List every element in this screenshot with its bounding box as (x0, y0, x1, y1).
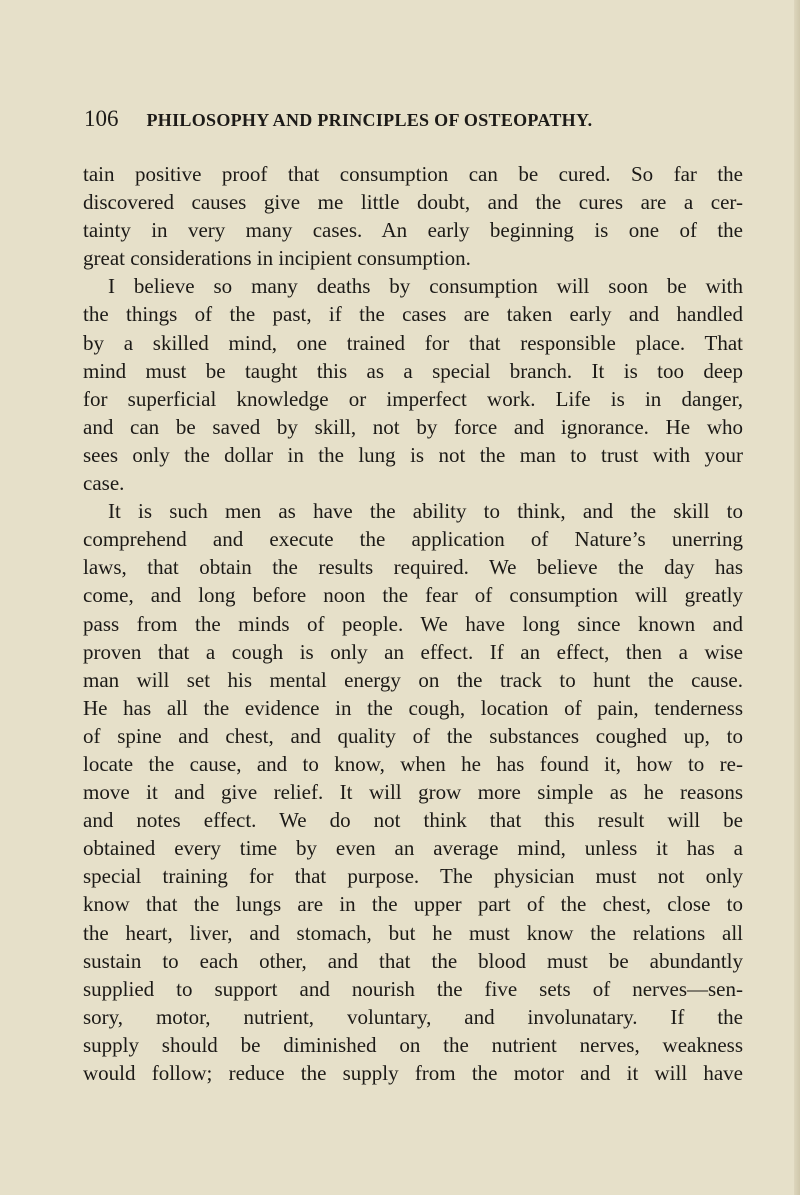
text-line: He has all the evidence in the cough, location of pain, tenderness (83, 695, 743, 720)
text-line: obtained every time by even an average mind, unless it has a (83, 836, 743, 861)
text-line: mind must be taught this as a special branch. It is too deep (83, 358, 743, 383)
text-line: special training for that purpose. The physician must not only (83, 864, 743, 889)
text-line: It is such men as have the ability to think, and the skill to (108, 499, 743, 524)
text-line: and can be saved by skill, not by force and ignorance. He who (83, 414, 743, 439)
text-line: sees only the dollar in the lung is not the man to trust with your (83, 442, 743, 467)
text-line: the heart, liver, and stomach, but he must know the relations all (83, 920, 743, 945)
text-line: supply should be diminished on the nutrient nerves, weakness (83, 1032, 743, 1057)
text-line: and notes effect. We do not think that this result will be (83, 808, 743, 833)
text-line: proven that a cough is only an effect. If an effect, then a wise (83, 639, 743, 664)
text-line: sustain to each other, and that the blood must be abundantly (83, 948, 743, 973)
text-line: tain positive proof that consumption can be cured. So far the (83, 162, 743, 186)
text-line: man will set his mental energy on the track to hunt the cause. (83, 667, 743, 692)
text-line: by a skilled mind, one trained for that responsible place. That (83, 330, 743, 355)
text-line: great considerations in incipient consumption. (83, 246, 471, 271)
text-line: laws, that obtain the results required. We believe the day has (83, 555, 743, 580)
page-edge (794, 0, 800, 1195)
text-line: tainty in very many cases. An early beginning is one of the (83, 218, 743, 243)
text-line: locate the cause, and to know, when he has found it, how to re- (83, 751, 743, 776)
text-line: comprehend and execute the application of Nature’s unerring (83, 527, 743, 552)
text-line: for superficial knowledge or imperfect work. Life is in danger, (83, 386, 743, 411)
text-line: pass from the minds of people. We have long since known and (83, 611, 743, 636)
text-line: I believe so many deaths by consumption will soon be with (108, 274, 743, 299)
text-line: come, and long before noon the fear of consumption will greatly (83, 583, 743, 608)
text-line: would follow; reduce the supply from the motor and it will have (83, 1061, 743, 1085)
page-number: 106 (84, 106, 119, 131)
text-line: know that the lungs are in the upper part of the chest, close to (83, 892, 743, 917)
text-line: the things of the past, if the cases are taken early and handled (83, 302, 743, 327)
text-line: discovered causes give me little doubt, and the cures are a cer- (83, 190, 743, 215)
running-head (84, 106, 734, 136)
text-line: sory, motor, nutrient, voluntary, and involunatary. If the (83, 1004, 743, 1029)
text-line: of spine and chest, and quality of the substances coughed up, to (83, 723, 743, 748)
body-text (83, 160, 743, 1087)
running-title: PHILOSOPHY AND PRINCIPLES OF OSTEOPATHY. (146, 110, 593, 130)
text-line: move it and give relief. It will grow more simple as he reasons (83, 780, 743, 805)
text-line: case. (83, 471, 125, 496)
text-line: supplied to support and nourish the five sets of nerves—sen- (83, 976, 743, 1001)
